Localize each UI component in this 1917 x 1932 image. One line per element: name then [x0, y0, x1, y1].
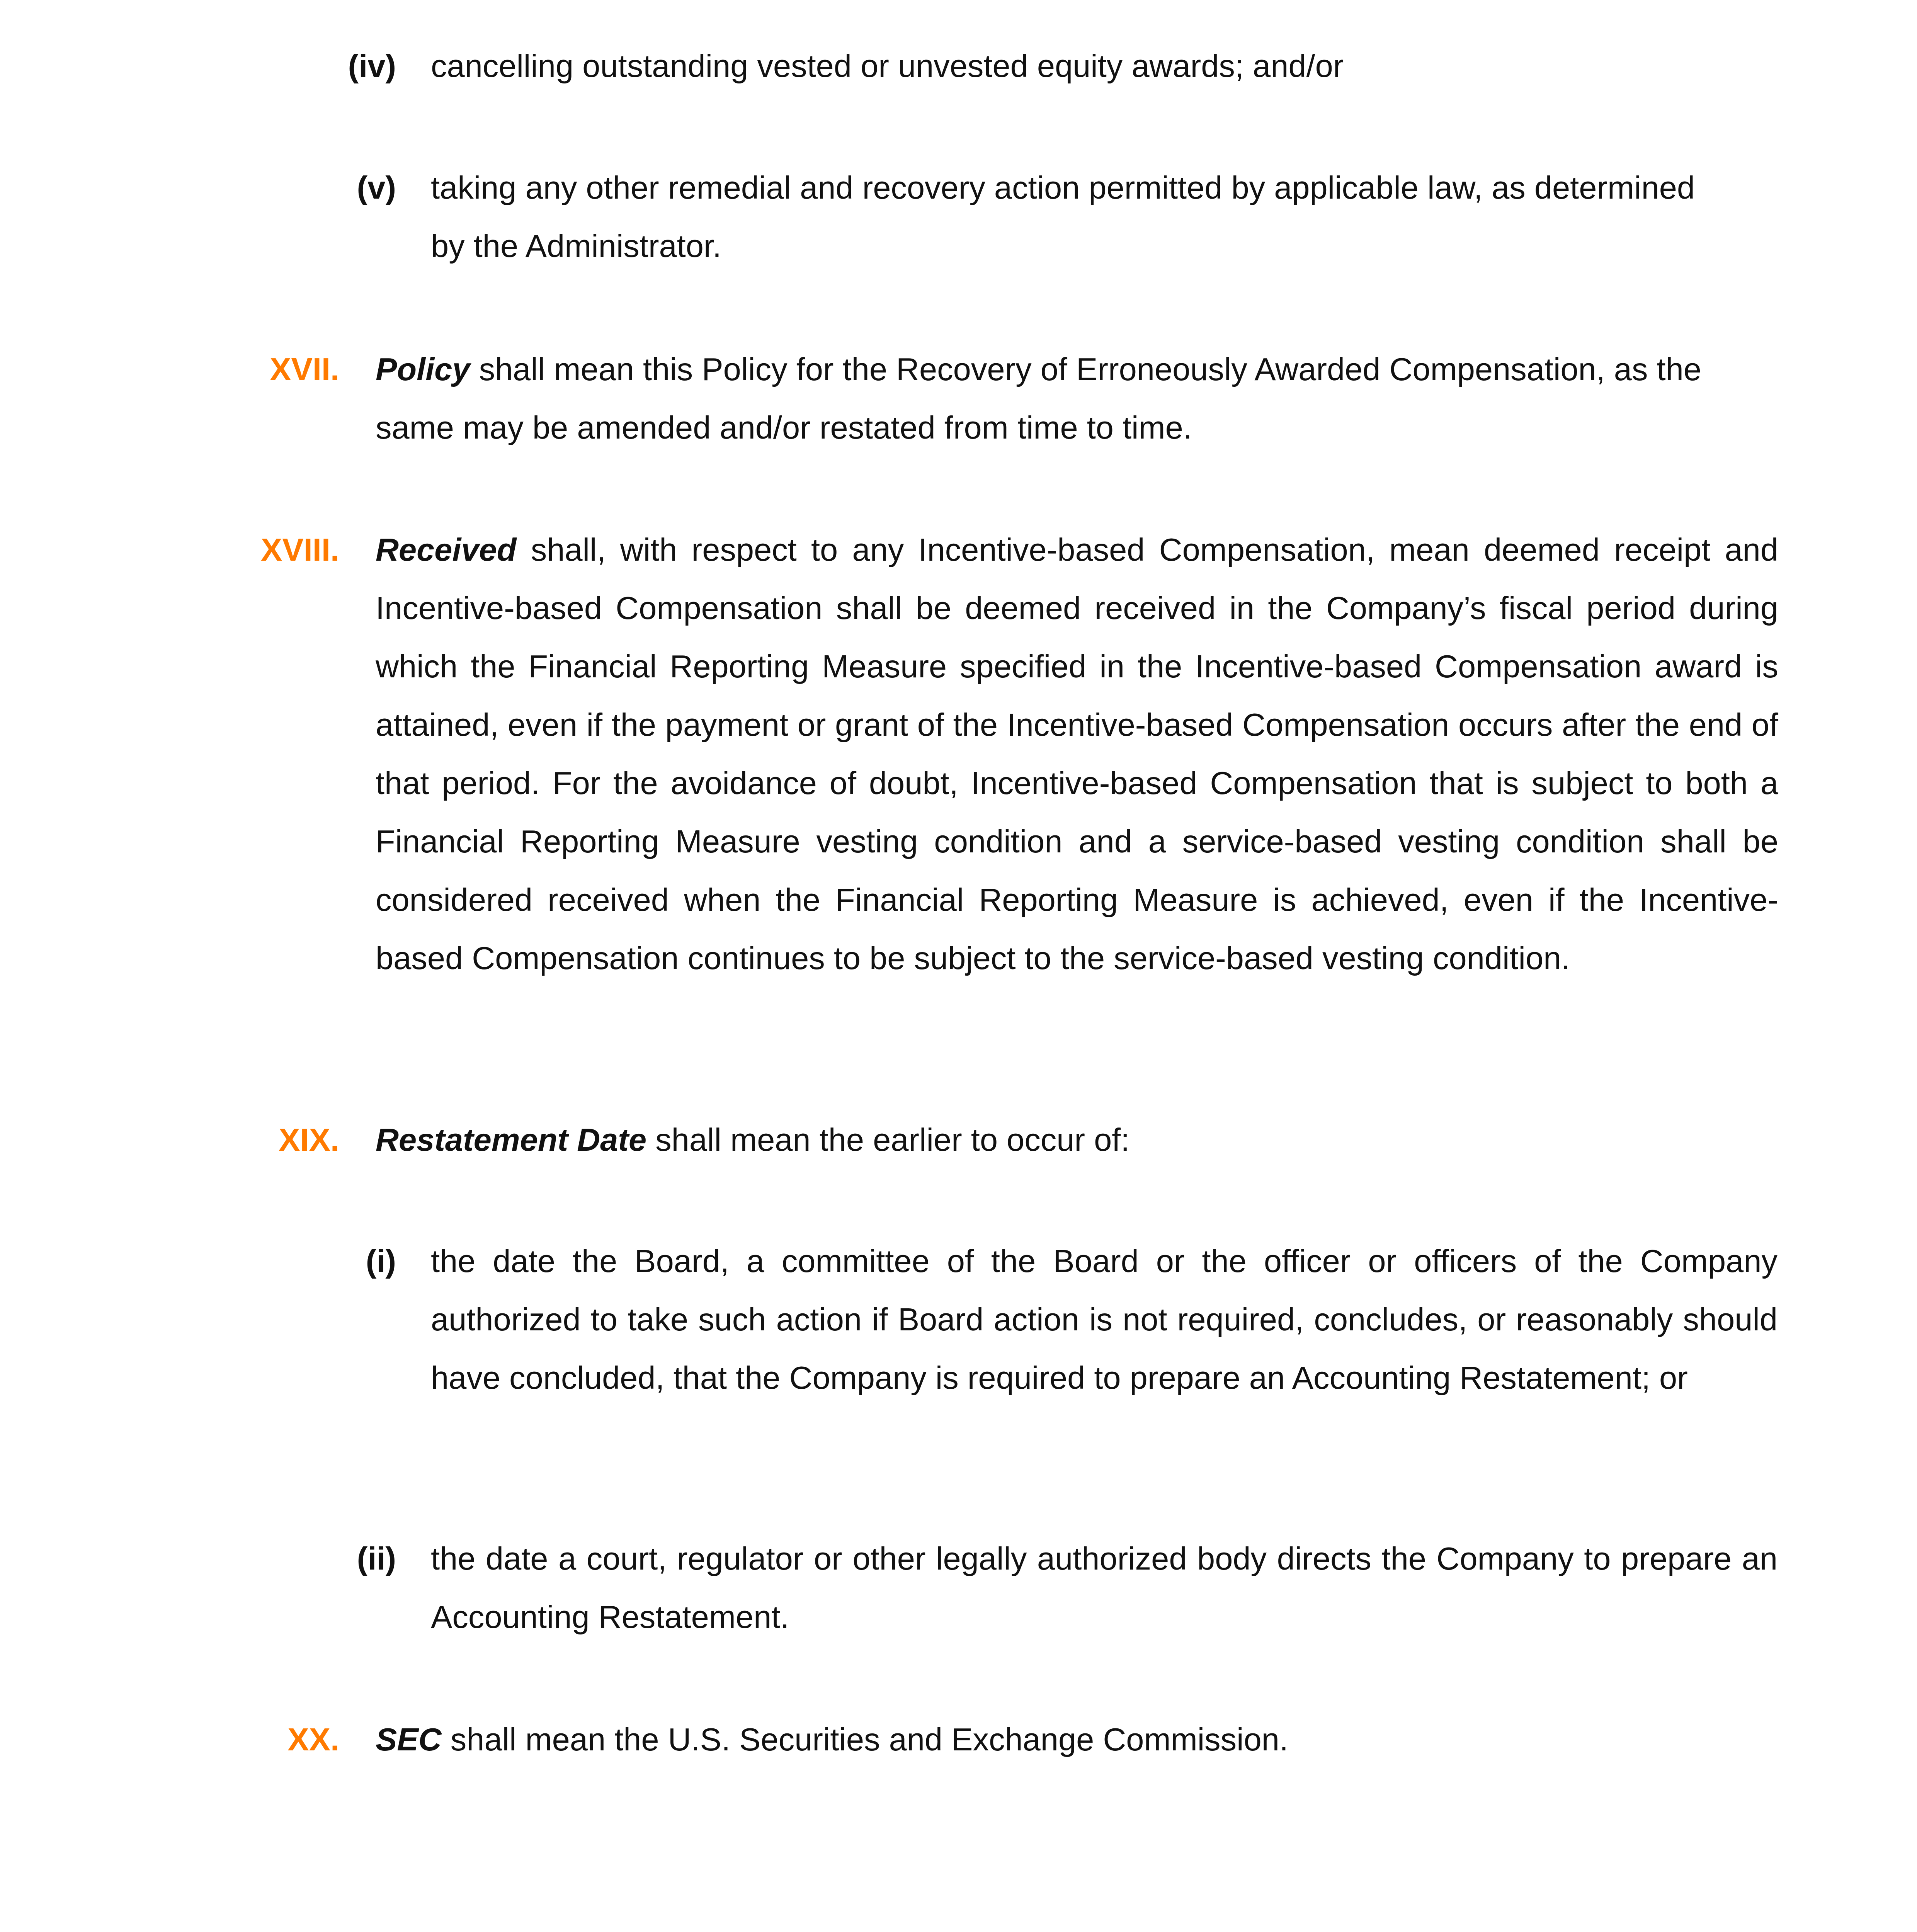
section-number: XIX. [279, 1122, 339, 1158]
definition-text: shall, with respect to any Incentive-based Compensation, mean deemed receipt and Incentive-based Compensation shall be deemed received in the Company’s fiscal period during which the Financial Reporting Measure specified in the Incentive-based Compensation award is attained, even if the payment or grant of the Incentive-based Compensation occurs after the end of that period. For the avoidance of doubt, Incentive-based Compensation that is subject to both a Financial Reporting Measure vesting condition and a service-based vesting condition shall be considered received when the Financial Reporting Measure is achieved, even if the Incentive-based Compensation continues to be subject to the service-based vesting condition. [376, 532, 1778, 976]
defined-term: SEC [376, 1721, 442, 1757]
item-paragraph: the date the Board, a committee of the Board or the officer or officers of the Company authorized to take such action if Board action is not required, concludes, or reasonably should have concluded, that the Company is required to prepare an Accounting Restatement; or [431, 1243, 1778, 1396]
definition-line [376, 340, 1701, 398]
definition-line [376, 1710, 1288, 1769]
section-number: XX. [287, 1721, 339, 1757]
definition-line [376, 1111, 1129, 1169]
definition-text: shall mean the U.S. Securities and Exchange Commission. [441, 1721, 1288, 1757]
item-marker: (i) [366, 1243, 396, 1279]
definition-line: same may be amended and/or restated from time to time. [376, 410, 1192, 446]
item-paragraph: the date a court, regulator or other legally authorized body directs the Company to prepare an Accounting Restatement. [431, 1541, 1778, 1635]
item-text-line: taking any other remedial and recovery action permitted by applicable law, as determined [431, 170, 1695, 206]
definition-text: shall mean the earlier to occur of: [646, 1122, 1130, 1158]
item-text: cancelling outstanding vested or unvested equity awards; and/or [431, 48, 1344, 84]
section-number: XVIII. [261, 532, 339, 568]
definition-paragraph [376, 520, 1778, 987]
defined-term: Received [376, 532, 517, 568]
section-number: XVII. [270, 351, 339, 387]
item-marker: (iv) [348, 48, 396, 84]
defined-term: Restatement Date [376, 1122, 647, 1158]
definition-text: shall mean this Policy for the Recovery of Erroneously Awarded Compensation, as the [470, 351, 1701, 387]
defined-term: Policy [376, 351, 470, 387]
item-text-line: by the Administrator. [431, 228, 721, 264]
item-marker: (v) [357, 170, 396, 206]
item-marker: (ii) [357, 1541, 396, 1577]
